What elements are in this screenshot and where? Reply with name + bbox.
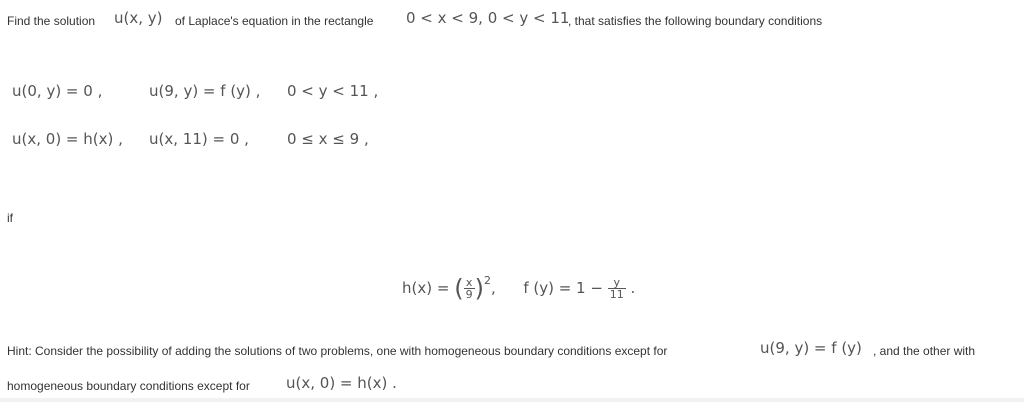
hint-line2-text: homogeneous boundary conditions except for bbox=[7, 379, 250, 393]
h-left-paren: ( bbox=[454, 274, 464, 303]
intro-function-math: u(x, y) bbox=[114, 9, 163, 27]
condition-right-edge: u(9, y) = f (y) , bbox=[149, 82, 261, 100]
intro-text-middle: of Laplace's equation in the rectangle bbox=[175, 14, 374, 28]
f-denominator: 11 bbox=[609, 288, 624, 301]
hint-line1-text: Hint: Consider the possibility of adding the solutions of two problems, one with homogeneous boundary conditions except for bbox=[7, 344, 668, 358]
intro-text-end: , that satisfies the following boundary conditions bbox=[568, 14, 823, 28]
hint-line1-end: , and the other with bbox=[873, 344, 976, 358]
intro-text-start: Find the solution bbox=[7, 14, 96, 28]
h-numerator: x bbox=[464, 277, 475, 289]
condition-left-edge: u(0, y) = 0 , bbox=[12, 82, 103, 100]
condition-y-range: 0 < y < 11 , bbox=[287, 82, 379, 100]
h-right-paren: ) bbox=[474, 274, 484, 303]
definitions-equation bbox=[402, 268, 635, 308]
if-label: if bbox=[7, 211, 13, 225]
hint-line1-math: u(9, y) = f (y) bbox=[760, 339, 862, 357]
condition-x-range: 0 ≤ x ≤ 9 , bbox=[287, 130, 369, 148]
hint-line2-math: u(x, 0) = h(x) . bbox=[286, 374, 397, 392]
f-lhs: f (y) = 1 − bbox=[523, 279, 603, 297]
condition-top-edge: u(x, 11) = 0 , bbox=[149, 130, 249, 148]
f-fraction bbox=[608, 277, 626, 300]
h-comma: , bbox=[490, 279, 496, 297]
condition-bottom-edge: u(x, 0) = h(x) , bbox=[12, 130, 123, 148]
f-period: . bbox=[630, 279, 636, 297]
h-fraction bbox=[464, 277, 475, 300]
h-exponent: 2 bbox=[483, 274, 491, 287]
h-lhs: h(x) = bbox=[402, 279, 450, 297]
f-numerator: y bbox=[608, 277, 626, 289]
bottom-divider bbox=[0, 398, 1024, 402]
h-denominator: 9 bbox=[465, 288, 473, 301]
domain-math: 0 < x < 9, 0 < y < 11 bbox=[406, 9, 570, 27]
